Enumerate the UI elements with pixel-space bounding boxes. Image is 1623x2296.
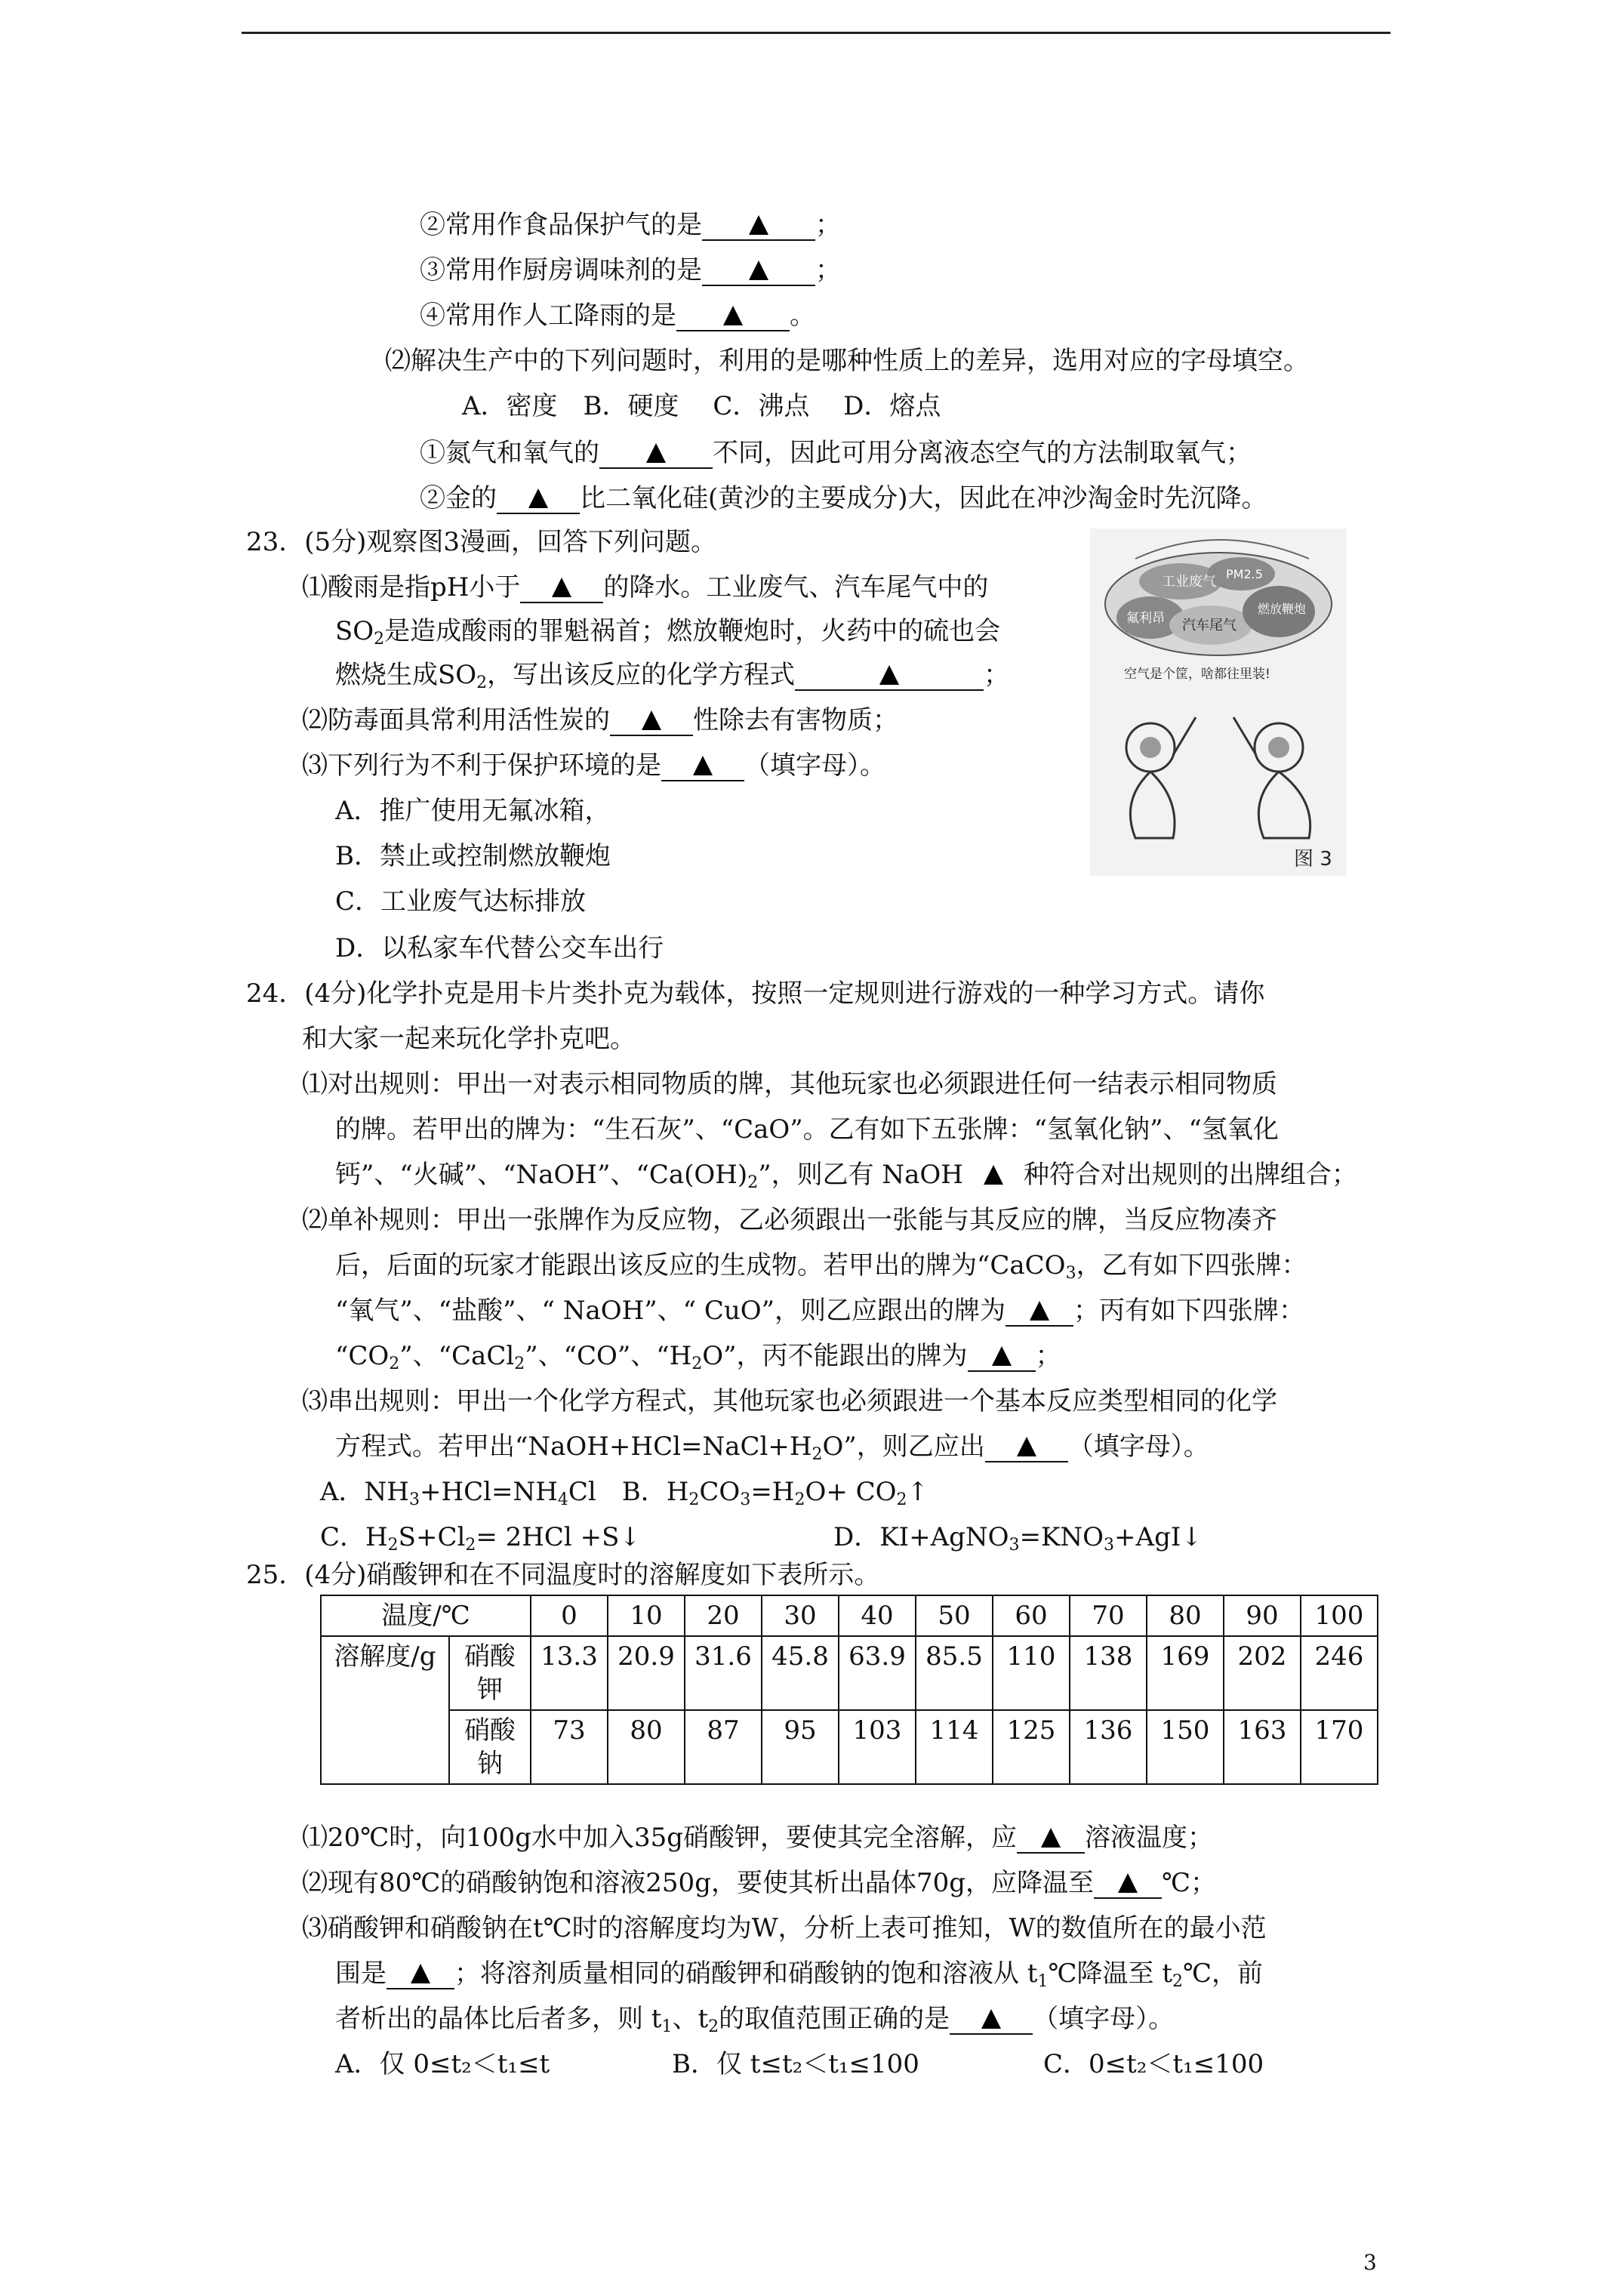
q22-part-2-options: A．密度 B．硬度 C．沸点 D．熔点 <box>462 391 941 421</box>
nano3-label: 硝酸钠 <box>449 1710 531 1784</box>
table-cell: 50 <box>916 1595 993 1636</box>
q25-title: 25．(4分)硝酸钾和在不同温度时的溶解度如下表所示。 <box>246 1560 880 1590</box>
q23-option-b: B．禁止或控制燃放鞭炮 <box>335 841 611 871</box>
q25-option-b: B．仅 t≤t₂＜t₁≤100 <box>672 2049 919 2079</box>
answer-blank-triangle-icon <box>411 1964 430 1983</box>
q22-item-3: ③常用作厨房调味剂的是 ； <box>420 255 841 285</box>
answer-blank-triangle-icon <box>984 1165 1003 1185</box>
q23-title: 23．(5分)观察图3漫画，回答下列问题。 <box>246 527 717 557</box>
answer-blank-triangle-icon <box>723 306 743 325</box>
row-label: 溶解度/g <box>321 1636 449 1784</box>
table-cell: 169 <box>1147 1636 1224 1710</box>
table-cell: 80 <box>608 1710 685 1784</box>
q24-line1: 24．(4分)化学扑克是用卡片类扑克为载体，按照一定规则进行游戏的一种学习方式。请你 <box>246 978 1265 1009</box>
table-cell: 85.5 <box>916 1636 993 1710</box>
q23-3: ⑶下列行为不利于保护环境的是 （填字母）。 <box>302 750 885 781</box>
answer-blank-triangle-icon <box>992 1346 1012 1366</box>
q23-option-a: A．推广使用无氟冰箱， <box>335 796 611 826</box>
table-cell: 31.6 <box>685 1636 762 1710</box>
q23-1-line2: $SO_2$是造成酸雨的罪魁祸首；燃放鞭炮时，火药中的硫也会 <box>335 616 1001 649</box>
cloud-label: 汽车尾气 <box>1182 618 1236 633</box>
table-cell: 125 <box>993 1710 1070 1784</box>
q24-line2: 和大家一起来玩化学扑克吧。 <box>302 1024 636 1054</box>
table-cell: 10 <box>608 1595 685 1636</box>
q25-option-c: C．0≤t₂＜t₁≤100 <box>1043 2049 1264 2079</box>
q24-3-line2: 方程式。若甲出“$NaOH+HCl=NaCl+H_2O$”，则乙应出 （填字母）。 <box>335 1432 1209 1464</box>
q23-2: ⑵防毒面具常利用活性炭的 性除去有害物质； <box>302 705 898 735</box>
q24-option-d: D．$KI+AgNO_3=KNO_3+AgI↓$ <box>833 1522 1203 1555</box>
table-cell: 13.3 <box>531 1636 608 1710</box>
answer-blank-triangle-icon <box>749 215 768 235</box>
table-cell: 40 <box>839 1595 916 1636</box>
answer-blank-triangle-icon <box>1118 1873 1138 1893</box>
answer-blank-triangle-icon <box>642 710 661 730</box>
answer-blank-triangle-icon <box>749 260 768 280</box>
q24-1-line2: 的牌。若甲出的牌为：“生石灰”、“CaO”。乙有如下五张牌：“氢氧化钠”、“氢氧化 <box>335 1114 1279 1145</box>
cloud-label: PM2.5 <box>1226 567 1263 581</box>
answer-blank-triangle-icon <box>1017 1437 1036 1456</box>
page-number: 3 <box>1363 2250 1377 2275</box>
q25-3-line3: 者析出的晶体比后者多，则 $t_1$、$t_2$的取值范围正确的是 （填字母）。 <box>335 2004 1175 2036</box>
answer-blank-triangle-icon <box>879 665 899 685</box>
cloud-label: 燃放鞭炮 <box>1258 602 1307 616</box>
speech-text: 空气是个筐，啥都往里装! <box>1124 667 1270 682</box>
table-cell: 202 <box>1224 1636 1301 1710</box>
q24-1-line1: ⑴对出规则：甲出一对表示相同物质的牌，其他玩家也必须跟进任何一结表示相同物质 <box>302 1069 1277 1099</box>
table-cell: 95 <box>762 1710 839 1784</box>
q22-item-4: ④常用作人工降雨的是 。 <box>420 300 815 331</box>
table-row <box>321 1710 1378 1784</box>
q22-part-2-item-2: ②金的 比二氧化硅(黄沙的主要成分)大，因此在冲沙淘金时先沉降。 <box>420 483 1267 513</box>
answer-blank-triangle-icon <box>552 578 571 597</box>
q24-3-line1: ⑶串出规则：甲出一个化学方程式，其他玩家也必须跟进一个基本反应类型相同的化学 <box>302 1386 1277 1416</box>
q25-1: ⑴20℃时，向100g水中加入35g硝酸钾，要使其完全溶解，应 溶液温度； <box>302 1823 1213 1853</box>
q22-part-2-item-1: ①氮气和氧气的 不同，因此可用分离液态空气的方法制取氧气； <box>420 438 1252 468</box>
table-cell: 45.8 <box>762 1636 839 1710</box>
table-cell: 70 <box>1070 1595 1147 1636</box>
table-cell: 73 <box>531 1710 608 1784</box>
temp-header: 温度/℃ <box>321 1595 531 1636</box>
table-cell: 163 <box>1224 1710 1301 1784</box>
answer-blank-triangle-icon <box>693 756 713 775</box>
table-cell: 170 <box>1301 1710 1378 1784</box>
table-cell: 87 <box>685 1710 762 1784</box>
q25-3-line1: ⑶硝酸钾和硝酸钠在t℃时的溶解度均为W，分析上表可推知，W的数值所在的最小范 <box>302 1913 1267 1943</box>
q24-2-line4: “$CO_2$”、“CaCl$_2$”、“CO”、“$H_2O$”，丙不能跟出的牌为 ； <box>335 1341 1061 1373</box>
answer-blank-triangle-icon <box>1030 1301 1049 1321</box>
table-cell: 60 <box>993 1595 1070 1636</box>
q25-option-a: A．仅 0≤t₂＜t₁≤t <box>335 2049 550 2079</box>
q23-option-d: D．以私家车代替公交车出行 <box>335 933 664 963</box>
answer-blank-triangle-icon <box>646 443 666 463</box>
table-cell: 246 <box>1301 1636 1378 1710</box>
q23-option-c: C．工业废气达标排放 <box>335 886 587 917</box>
table-row <box>321 1636 1378 1710</box>
q23-1-line1: ⑴酸雨是指pH小于 的降水。工业废气、汽车尾气中的 <box>302 572 989 603</box>
q22-part-2: ⑵解决生产中的下列问题时，利用的是哪种性质上的差异，选用对应的字母填空。 <box>385 346 1309 376</box>
table-cell: 20.9 <box>608 1636 685 1710</box>
figure-3-cartoon <box>1090 529 1347 876</box>
answer-blank-triangle-icon <box>528 488 548 508</box>
table-cell: 136 <box>1070 1710 1147 1784</box>
table-cell: 114 <box>916 1710 993 1784</box>
table-cell: 0 <box>531 1595 608 1636</box>
q24-option-c: C．$H_2S+Cl_2= 2HCl$ +S↓ <box>320 1522 641 1555</box>
kno3-label: 硝酸钾 <box>449 1636 531 1710</box>
cloud-label: 氟利昂 <box>1126 611 1165 626</box>
table-cell: 150 <box>1147 1710 1224 1784</box>
q22-item-2: ②常用作食品保护气的是 ； <box>420 210 841 240</box>
table-row <box>321 1595 1378 1636</box>
table-cell: 80 <box>1147 1595 1224 1636</box>
table-cell: 63.9 <box>839 1636 916 1710</box>
figure-caption: 图 3 <box>1294 848 1332 871</box>
q24-1-line3: 钙”、“火碱”、“NaOH”、“$Ca(OH)_2$”，则乙有 NaOH 种符合对出规则的出牌组合； <box>335 1160 1357 1192</box>
table-cell: 138 <box>1070 1636 1147 1710</box>
q25-2: ⑵现有80℃的硝酸钠饱和溶液250g，要使其析出晶体70g，应降温至 ℃； <box>302 1868 1217 1898</box>
q23-1-line3: 燃烧生成$SO_2$，写出该反应的化学方程式 ； <box>335 660 1010 692</box>
q24-options-ab: A．$NH_3+HCl=NH_4Cl$ B．$H_2CO_3=H_2O+$ $CO_2↑$ <box>320 1477 929 1509</box>
table-cell: 100 <box>1301 1595 1378 1636</box>
answer-blank-triangle-icon <box>981 2009 1001 2029</box>
q25-3-line2: 围是 ；将溶剂质量相同的硝酸钾和硝酸钠的饱和溶液从 $t_1℃$降温至 $t_2℃$，前 <box>335 1959 1264 1991</box>
answer-blank-triangle-icon <box>1041 1828 1061 1848</box>
cloud-label: 工业废气 <box>1162 574 1216 590</box>
q24-2-line3: “氧气”、“盐酸”、“ NaOH”、“ CuO”，则乙应跟出的牌为 ；丙有如下四张牌： <box>335 1296 1304 1326</box>
header-rule <box>242 32 1390 34</box>
table-cell: 30 <box>762 1595 839 1636</box>
q24-2-line2: 后，后面的玩家才能跟出该反应的生成物。若甲出的牌为“CaCO$_3$，乙有如下四张牌： <box>335 1250 1307 1283</box>
table-cell: 20 <box>685 1595 762 1636</box>
table-cell: 90 <box>1224 1595 1301 1636</box>
q24-2-line1: ⑵单补规则：甲出一张牌作为反应物，乙必须跟出一张能与其反应的牌，当反应物凑齐 <box>302 1205 1277 1235</box>
table-cell: 110 <box>993 1636 1070 1710</box>
solubility-table <box>320 1595 1378 1785</box>
table-cell: 103 <box>839 1710 916 1784</box>
